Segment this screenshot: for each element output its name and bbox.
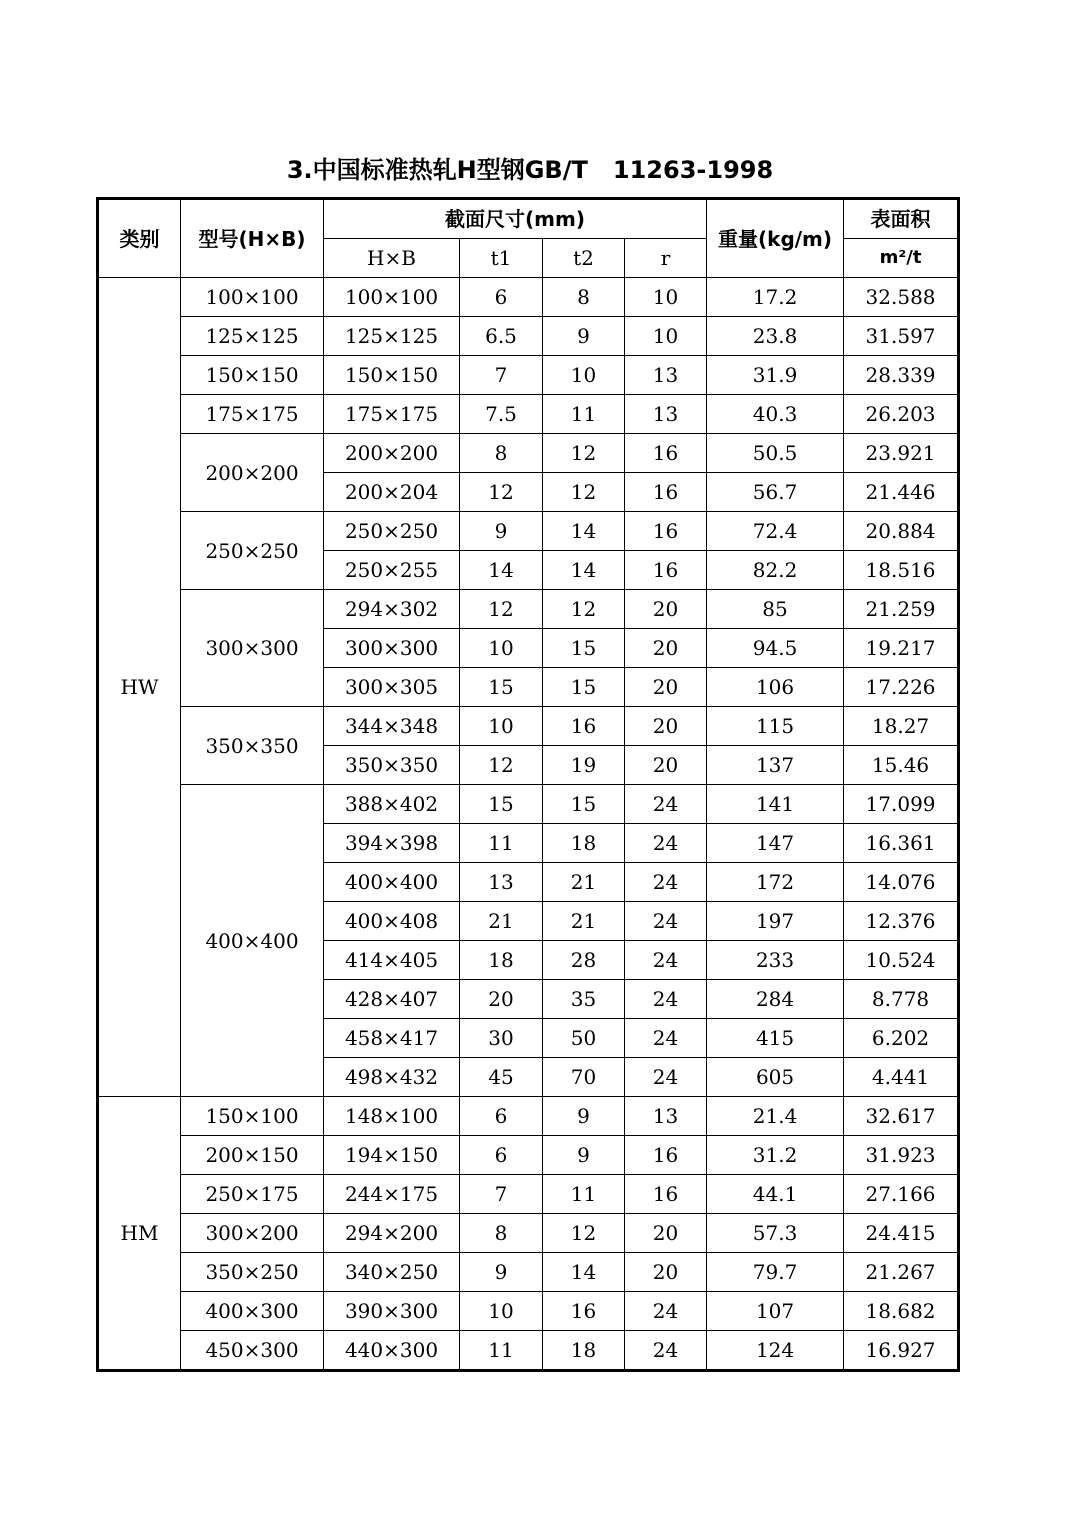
r-cell: 16 xyxy=(625,512,707,551)
weight-cell: 124 xyxy=(707,1331,844,1371)
weight-cell: 172 xyxy=(707,863,844,902)
t1-cell: 45 xyxy=(460,1058,543,1097)
t1-cell: 14 xyxy=(460,551,543,590)
t1-cell: 9 xyxy=(460,1253,543,1292)
model-cell: 250×250 xyxy=(181,512,324,590)
r-cell: 24 xyxy=(625,824,707,863)
header-category: 类别 xyxy=(98,199,181,278)
weight-cell: 57.3 xyxy=(707,1214,844,1253)
t1-cell: 9 xyxy=(460,512,543,551)
header-area-unit: m²/t xyxy=(844,239,959,278)
header-model: 型号(H×B) xyxy=(181,199,324,278)
t2-cell: 14 xyxy=(543,551,625,590)
t2-cell: 18 xyxy=(543,824,625,863)
model-cell: 100×100 xyxy=(181,278,324,317)
hb-cell: 150×150 xyxy=(324,356,460,395)
hb-cell: 440×300 xyxy=(324,1331,460,1371)
t2-cell: 9 xyxy=(543,1136,625,1175)
r-cell: 20 xyxy=(625,1253,707,1292)
header-section-size: 截面尺寸(mm) xyxy=(324,199,707,239)
hb-cell: 394×398 xyxy=(324,824,460,863)
t1-cell: 12 xyxy=(460,590,543,629)
model-cell: 200×200 xyxy=(181,434,324,512)
t2-cell: 15 xyxy=(543,629,625,668)
weight-cell: 31.9 xyxy=(707,356,844,395)
table-row xyxy=(98,278,959,317)
header-hb: H×B xyxy=(324,239,460,278)
table-row xyxy=(98,1253,959,1292)
t1-cell: 8 xyxy=(460,1214,543,1253)
t1-cell: 11 xyxy=(460,824,543,863)
weight-cell: 141 xyxy=(707,785,844,824)
t2-cell: 12 xyxy=(543,434,625,473)
hb-cell: 194×150 xyxy=(324,1136,460,1175)
hb-cell: 428×407 xyxy=(324,980,460,1019)
header-surface-area: 表面积 xyxy=(844,199,959,239)
steel-spec-table xyxy=(96,197,960,1372)
weight-cell: 197 xyxy=(707,902,844,941)
model-cell: 175×175 xyxy=(181,395,324,434)
r-cell: 13 xyxy=(625,395,707,434)
surface-area-cell: 10.524 xyxy=(844,941,959,980)
r-cell: 20 xyxy=(625,668,707,707)
weight-cell: 284 xyxy=(707,980,844,1019)
surface-area-cell: 18.516 xyxy=(844,551,959,590)
model-cell: 200×150 xyxy=(181,1136,324,1175)
weight-cell: 79.7 xyxy=(707,1253,844,1292)
surface-area-cell: 16.927 xyxy=(844,1331,959,1371)
model-cell: 300×300 xyxy=(181,590,324,707)
t2-cell: 11 xyxy=(543,395,625,434)
category-cell: HW xyxy=(98,278,181,1097)
hb-cell: 250×250 xyxy=(324,512,460,551)
surface-area-cell: 4.441 xyxy=(844,1058,959,1097)
r-cell: 20 xyxy=(625,707,707,746)
t1-cell: 13 xyxy=(460,863,543,902)
category-cell: HM xyxy=(98,1097,181,1371)
model-cell: 150×150 xyxy=(181,356,324,395)
r-cell: 24 xyxy=(625,941,707,980)
table-row xyxy=(98,356,959,395)
t2-cell: 14 xyxy=(543,1253,625,1292)
t1-cell: 6 xyxy=(460,1136,543,1175)
r-cell: 10 xyxy=(625,317,707,356)
surface-area-cell: 18.682 xyxy=(844,1292,959,1331)
r-cell: 16 xyxy=(625,1175,707,1214)
surface-area-cell: 14.076 xyxy=(844,863,959,902)
table-row xyxy=(98,1292,959,1331)
hb-cell: 300×305 xyxy=(324,668,460,707)
surface-area-cell: 21.267 xyxy=(844,1253,959,1292)
weight-cell: 605 xyxy=(707,1058,844,1097)
table-row xyxy=(98,434,959,473)
r-cell: 24 xyxy=(625,980,707,1019)
page-title: 3.中国标准热轧H型钢GB/T 11263-1998 xyxy=(286,156,774,184)
weight-cell: 50.5 xyxy=(707,434,844,473)
t2-cell: 14 xyxy=(543,512,625,551)
header-t2: t2 xyxy=(543,239,625,278)
r-cell: 24 xyxy=(625,863,707,902)
hb-cell: 294×302 xyxy=(324,590,460,629)
t1-cell: 20 xyxy=(460,980,543,1019)
weight-cell: 23.8 xyxy=(707,317,844,356)
table-row xyxy=(98,785,959,824)
hb-cell: 100×100 xyxy=(324,278,460,317)
t2-cell: 11 xyxy=(543,1175,625,1214)
surface-area-cell: 32.588 xyxy=(844,278,959,317)
r-cell: 20 xyxy=(625,629,707,668)
model-cell: 350×250 xyxy=(181,1253,324,1292)
t2-cell: 8 xyxy=(543,278,625,317)
weight-cell: 31.2 xyxy=(707,1136,844,1175)
t1-cell: 12 xyxy=(460,473,543,512)
t2-cell: 9 xyxy=(543,317,625,356)
weight-cell: 85 xyxy=(707,590,844,629)
hb-cell: 294×200 xyxy=(324,1214,460,1253)
weight-cell: 233 xyxy=(707,941,844,980)
t1-cell: 6.5 xyxy=(460,317,543,356)
weight-cell: 40.3 xyxy=(707,395,844,434)
hb-cell: 344×348 xyxy=(324,707,460,746)
table-row xyxy=(98,317,959,356)
surface-area-cell: 16.361 xyxy=(844,824,959,863)
r-cell: 13 xyxy=(625,1097,707,1136)
r-cell: 24 xyxy=(625,1019,707,1058)
t2-cell: 16 xyxy=(543,707,625,746)
r-cell: 16 xyxy=(625,434,707,473)
model-cell: 400×400 xyxy=(181,785,324,1097)
t2-cell: 21 xyxy=(543,902,625,941)
hb-cell: 340×250 xyxy=(324,1253,460,1292)
table-row xyxy=(98,1214,959,1253)
t1-cell: 7 xyxy=(460,1175,543,1214)
weight-cell: 44.1 xyxy=(707,1175,844,1214)
surface-area-cell: 18.27 xyxy=(844,707,959,746)
header-r: r xyxy=(625,239,707,278)
hb-cell: 250×255 xyxy=(324,551,460,590)
weight-cell: 94.5 xyxy=(707,629,844,668)
t2-cell: 15 xyxy=(543,668,625,707)
model-cell: 250×175 xyxy=(181,1175,324,1214)
model-cell: 450×300 xyxy=(181,1331,324,1371)
hb-cell: 244×175 xyxy=(324,1175,460,1214)
r-cell: 16 xyxy=(625,551,707,590)
t2-cell: 28 xyxy=(543,941,625,980)
table-row xyxy=(98,1136,959,1175)
t1-cell: 10 xyxy=(460,629,543,668)
r-cell: 24 xyxy=(625,1058,707,1097)
r-cell: 20 xyxy=(625,746,707,785)
surface-area-cell: 19.217 xyxy=(844,629,959,668)
model-cell: 350×350 xyxy=(181,707,324,785)
r-cell: 20 xyxy=(625,590,707,629)
t2-cell: 21 xyxy=(543,863,625,902)
surface-area-cell: 17.226 xyxy=(844,668,959,707)
r-cell: 24 xyxy=(625,785,707,824)
t1-cell: 10 xyxy=(460,707,543,746)
surface-area-cell: 32.617 xyxy=(844,1097,959,1136)
surface-area-cell: 17.099 xyxy=(844,785,959,824)
r-cell: 24 xyxy=(625,902,707,941)
table-row xyxy=(98,512,959,551)
hb-cell: 300×300 xyxy=(324,629,460,668)
table-row xyxy=(98,395,959,434)
surface-area-cell: 23.921 xyxy=(844,434,959,473)
surface-area-cell: 21.259 xyxy=(844,590,959,629)
surface-area-cell: 27.166 xyxy=(844,1175,959,1214)
t1-cell: 8 xyxy=(460,434,543,473)
surface-area-cell: 12.376 xyxy=(844,902,959,941)
r-cell: 16 xyxy=(625,473,707,512)
hb-cell: 350×350 xyxy=(324,746,460,785)
surface-area-cell: 28.339 xyxy=(844,356,959,395)
weight-cell: 147 xyxy=(707,824,844,863)
r-cell: 13 xyxy=(625,356,707,395)
t1-cell: 30 xyxy=(460,1019,543,1058)
hb-cell: 175×175 xyxy=(324,395,460,434)
table-row xyxy=(98,1331,959,1371)
weight-cell: 56.7 xyxy=(707,473,844,512)
hb-cell: 388×402 xyxy=(324,785,460,824)
r-cell: 20 xyxy=(625,1214,707,1253)
t1-cell: 7.5 xyxy=(460,395,543,434)
weight-cell: 21.4 xyxy=(707,1097,844,1136)
hb-cell: 148×100 xyxy=(324,1097,460,1136)
surface-area-cell: 20.884 xyxy=(844,512,959,551)
surface-area-cell: 26.203 xyxy=(844,395,959,434)
hb-cell: 200×204 xyxy=(324,473,460,512)
t2-cell: 10 xyxy=(543,356,625,395)
r-cell: 24 xyxy=(625,1331,707,1371)
t1-cell: 11 xyxy=(460,1331,543,1371)
model-cell: 300×200 xyxy=(181,1214,324,1253)
t2-cell: 15 xyxy=(543,785,625,824)
surface-area-cell: 24.415 xyxy=(844,1214,959,1253)
hb-cell: 400×400 xyxy=(324,863,460,902)
weight-cell: 107 xyxy=(707,1292,844,1331)
t1-cell: 6 xyxy=(460,278,543,317)
surface-area-cell: 15.46 xyxy=(844,746,959,785)
t1-cell: 6 xyxy=(460,1097,543,1136)
r-cell: 16 xyxy=(625,1136,707,1175)
t2-cell: 70 xyxy=(543,1058,625,1097)
t2-cell: 9 xyxy=(543,1097,625,1136)
weight-cell: 17.2 xyxy=(707,278,844,317)
model-cell: 125×125 xyxy=(181,317,324,356)
t1-cell: 18 xyxy=(460,941,543,980)
header-weight: 重量(kg/m) xyxy=(707,199,844,278)
hb-cell: 498×432 xyxy=(324,1058,460,1097)
surface-area-cell: 31.923 xyxy=(844,1136,959,1175)
t1-cell: 10 xyxy=(460,1292,543,1331)
table-row xyxy=(98,1175,959,1214)
t1-cell: 7 xyxy=(460,356,543,395)
t1-cell: 12 xyxy=(460,746,543,785)
weight-cell: 72.4 xyxy=(707,512,844,551)
surface-area-cell: 21.446 xyxy=(844,473,959,512)
t2-cell: 12 xyxy=(543,473,625,512)
model-cell: 400×300 xyxy=(181,1292,324,1331)
r-cell: 24 xyxy=(625,1292,707,1331)
header-t1: t1 xyxy=(460,239,543,278)
table-body xyxy=(98,278,959,1371)
hb-cell: 414×405 xyxy=(324,941,460,980)
hb-cell: 390×300 xyxy=(324,1292,460,1331)
t1-cell: 15 xyxy=(460,785,543,824)
weight-cell: 106 xyxy=(707,668,844,707)
hb-cell: 125×125 xyxy=(324,317,460,356)
t2-cell: 18 xyxy=(543,1331,625,1371)
weight-cell: 115 xyxy=(707,707,844,746)
t2-cell: 19 xyxy=(543,746,625,785)
hb-cell: 200×200 xyxy=(324,434,460,473)
t1-cell: 15 xyxy=(460,668,543,707)
table-row xyxy=(98,590,959,629)
hb-cell: 458×417 xyxy=(324,1019,460,1058)
surface-area-cell: 31.597 xyxy=(844,317,959,356)
surface-area-cell: 8.778 xyxy=(844,980,959,1019)
weight-cell: 415 xyxy=(707,1019,844,1058)
model-cell: 150×100 xyxy=(181,1097,324,1136)
surface-area-cell: 6.202 xyxy=(844,1019,959,1058)
t2-cell: 16 xyxy=(543,1292,625,1331)
weight-cell: 137 xyxy=(707,746,844,785)
t2-cell: 12 xyxy=(543,1214,625,1253)
t2-cell: 12 xyxy=(543,590,625,629)
table-row xyxy=(98,1097,959,1136)
t1-cell: 21 xyxy=(460,902,543,941)
r-cell: 10 xyxy=(625,278,707,317)
table-row xyxy=(98,707,959,746)
t2-cell: 35 xyxy=(543,980,625,1019)
weight-cell: 82.2 xyxy=(707,551,844,590)
hb-cell: 400×408 xyxy=(324,902,460,941)
t2-cell: 50 xyxy=(543,1019,625,1058)
